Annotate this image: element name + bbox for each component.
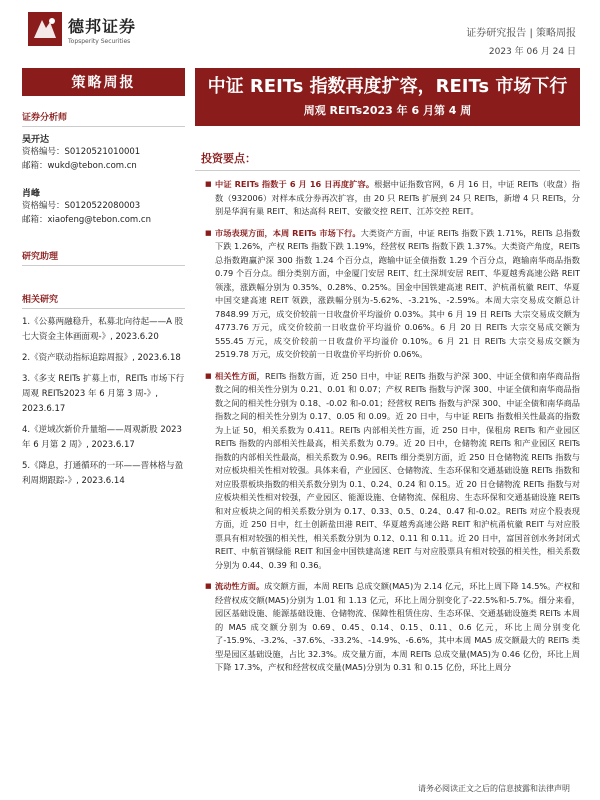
key-point-lead: 市场表现方面，本周 REITs 市场下行。: [215, 227, 361, 238]
related-heading: 相关研究: [22, 292, 185, 309]
analyst-card: [22, 132, 185, 173]
analysts-heading: 证券分析师: [22, 110, 185, 127]
key-point-text: 成交额方面，本周 REITs 总成交额(MA5)为 2.14 亿元，环比上周下降 14.5%。产权和经营权成交额(MA5)分别为 1.01 和 1.13 亿元，环比上周分别变化了-22.5%和-5.7%。细分来看，园区基础设施、能源基础设施、仓储物流、保障性租赁住房、生态环保、交通基础设施类 REITs 本周的 MA5 成交额分别为 0.69、0.45、0.14、0.15、0.11、0.6 亿元，环比上周分别变化了-15.9%、-3.2%、-37.6%、-33.2%、-14.9%、-6.6%，其中本周 MA5 成交额最大的 REITs 类型是园区基础设施，占比 32.3%。成交量方面，本周 REITs 总成交量(MA5)为 0.46 亿份，环比上周下降 17.3%，产权和经营权成交量(MA5)分别为 0.31 和 0.15 亿份，环比上周分: [215, 581, 580, 672]
analyst-email[interactable]: 邮箱：xiaofeng@tebon.com.cn: [22, 215, 151, 225]
logo: [28, 12, 136, 46]
report-date: 2023 年 06 月 24 日: [488, 47, 576, 57]
key-point-text: REITs 指数方面，近 250 日中，中证 REITs 指数与沪深 300、中证全债和南华商品指数之间的相关性分别为 0.21、0.01 和 0.07；产权 REITs 指数与沪深 300、中证全债和南华商品指数之间的相关性分别为 0.18、-0.02 和-0.01；经营权 REITs 指数与沪深 300、中证全债和南华商品指数之间的相关性分别为 0.17、0.05 和 0.09。近 20 日中，与中证 REITs 指数相关性最高的指数为上证 50，相关系数为 0.411。REITs 内部相关性方面，近 250 日中，保租房 REITs 和产业园区 REITs 指数的内部相关性最高，相关系数为 0.79。近 20 日中，仓储物流 REITs 和产业园区 REITs 指数的内部相关性最高，相关系数为 0.96。REITs 细分类别方面，近 250 日仓储物流 REITs 指数与对应板块相关性相对较强。具体来看，产业园区、仓储物流、生态环保和交通基础设施 REITs 指数和对应股票板块指数的相关系数分别为 0.1、0.24、0.24 和 0.15。近 20 日仓储物流 REITs 指数与对应板块相关性相对较强，产业园区、能源设施、仓储物流、保租房、生态环保和交通基础设施 REITs 和对应板块之间的相关系数分别为 0.17、0.33、0.5、0.24、0.47 和-0.02。REITs 对应个股表现方面，近 250 日中，红土创新盐田港 REIT、华夏越秀高速公路 REIT 和沪杭甬杭徽 REIT 与对应股票具有相对较强的相关性，相关系数分别为 0.12、0.11 和 0.11。近 20 日中，富国首创水务封闭式 REIT、中航首钢绿能 REIT 和国金中国铁建高速 REIT 与对应股票具有相对较强的相关性，相关系数分别为 0.44、0.39 和 0.36。: [215, 370, 580, 570]
analyst-cert: 资格编号：S0120522080003: [22, 201, 141, 211]
report-title-box: [195, 68, 580, 126]
left-sidebar: [22, 68, 185, 489]
key-point-paragraph: [205, 227, 580, 362]
logo-chinese-name: 德邦证券: [68, 16, 137, 36]
key-points-heading: 投资要点：: [195, 146, 580, 171]
report-type-badge: 策略周报: [22, 68, 185, 96]
key-point-lead: 流动性方面。: [215, 581, 265, 591]
report-meta: 证券研究报告 | 策略周报: [466, 28, 576, 39]
analyst-name: 吴开达: [22, 135, 50, 145]
analyst-card: [22, 186, 185, 227]
legal-footer: 请务必阅读正文之后的信息披露和法律声明: [418, 784, 570, 793]
related-report-link[interactable]: 3.《多支 REITs 扩募上市，REITs 市场下行周观 REITs2023 年 6 月第 3 周-》, 2023.6.17: [22, 374, 185, 414]
report-title: 中证 REITs 指数再度扩容，REITs 市场下行: [207, 76, 568, 97]
logo-english-name: Topsperity Securities: [68, 37, 131, 45]
key-point-text: 根据中证指数官网，6 月 16 日，中证 REITs（收盘）指数（932006）对样本成分券再次扩容，由 20 只 REITs 扩展到 24 只 REITs，新增 4 只 REITs，分别是华润有巢 REIT、和达高科 REIT、安徽交控 REIT、江苏交控 REIT。: [215, 179, 580, 216]
analyst-name: 肖峰: [22, 189, 41, 199]
key-point-paragraph: [205, 370, 580, 573]
analyst-email[interactable]: 邮箱：wukd@tebon.com.cn: [22, 161, 137, 171]
key-point-lead: 相关性方面，: [215, 370, 265, 381]
brand-mark-icon: [28, 12, 62, 46]
key-point-paragraph: [205, 178, 580, 219]
key-point-lead: 中证 REITs 指数于 6 月 16 日再度扩容。: [215, 179, 375, 189]
related-report-link[interactable]: 1.《公募两融稳升，私募北向待起——A 股七大资金主体画面观-》, 2023.6.20: [22, 317, 184, 342]
report-subtitle: 周观 REITs2023 年 6 月第 4 周: [303, 104, 472, 117]
analyst-cert: 资格编号：S0120521010001: [22, 147, 141, 157]
related-report-link[interactable]: 2.《资产联动指标追踪周报》, 2023.6.18: [22, 353, 181, 363]
key-points-body: [205, 178, 580, 683]
key-point-paragraph: [205, 580, 580, 675]
related-report-link[interactable]: 5.《降息，打通循环的一环——晋林格与盈利周期跟踪-》, 2023.6.14: [22, 461, 184, 486]
related-report-link[interactable]: 4.《逆域次新价升量缩——周观新股 2023 年 6 月第 2 周》, 2023.6.17: [22, 425, 182, 450]
key-point-text: 大类资产方面，中证 REITs 指数下跌 1.71%，REITs 总指数下跌 1.26%，产权 REITs 指数下跌 1.19%，经营权 REITs 指数下跌 1.37%。大类资产角度，REITs 总指数跑赢沪深 300 指数 1.24 个百分点，跑输中证全债指数 1.29 个百分点，跑输南华商品指数 0.79 个百分点。细分类别方面，中金厦门安居 REIT、红土深圳安居 REIT、华夏越秀高速公路 REIT 领涨，涨跌幅分别为 0.35%、0.28%、0.25%。国金中国铁建高速 REIT、沪杭甬杭徽 REIT、华夏中国交建高速 REIT 领跌，涨跌幅分别为-5.62%、-3.21%、-2.59%。本周大宗交易成交额总计 7848.99 万元，成交价较前一日收盘价平均溢价 0.03%。其中 6 月 19 日 REITs 大宗交易成交额为 4773.76 万元，成交价较前一日收盘价平均溢价 0.06%。6 月 20 日 REITs 大宗交易成交额为 555.45 万元，成交价较前一日收盘价平均溢价 0.10%。6 月 21 日 REITs 大宗交易成交额为 2519.78 万元，成交价较前一日收盘价平均折价 0.06%。: [215, 227, 581, 359]
assistant-heading: 研究助理: [22, 249, 185, 266]
